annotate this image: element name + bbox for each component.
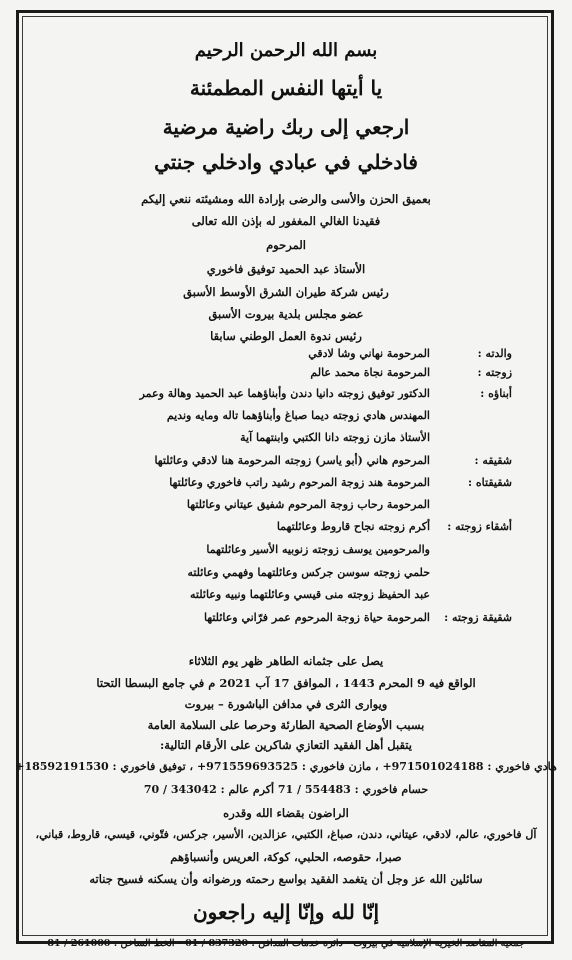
family-value: المهندس هادي زوجته ديما صباغ وأبناؤهما تاله ومايه ونديم (166, 409, 430, 422)
family-value: الأستاذ مازن زوجته دانا الكتبي وابنتهما آية (240, 431, 430, 444)
intro-line-2: فقيدنا الغالي المغفور له بإذن الله تعالى (191, 214, 381, 228)
families-line-3: سائلين الله عز وجل أن يتغمد الفقيد بواسع رحمته ورضوانه وأن يسكنه فسيح جناته (89, 872, 483, 886)
family-row-wife-brothers-3 (70, 566, 512, 579)
family-row-sons-3 (70, 431, 512, 444)
family-value: المرحومة رحاب زوجة المرحوم شفيق عيتاني وعائلتها (186, 498, 430, 511)
verse-line-2: ارجعي إلى ربك راضية مرضية (162, 115, 410, 139)
family-value: الدكتور توفيق زوجته دانيا دندن وأبناؤهما عبد الحميد وهالة وعمر (139, 387, 430, 400)
family-row-wife (70, 366, 512, 379)
family-row-brother (70, 454, 512, 467)
family-label: شقيقه : (474, 454, 512, 467)
deceased-name: الأستاذ عبد الحميد توفيق فاخوري (206, 262, 366, 276)
family-label: زوجته : (477, 366, 512, 379)
footer-contact: جمعية المقاصد الخيرية الإسلامية في بيروت - دائرة خدمات المدافن : 837320 / 01 - الخط الساخن : 261000 / 81 (47, 938, 525, 949)
family-value: والمرحومين يوسف زوجته زنوبيه الأسير وعائلتهما (206, 543, 430, 556)
verse-line-3: فادخلي في عبادي وادخلي جنتي (154, 150, 418, 174)
family-row-sisters-2 (70, 498, 512, 511)
basmala: بسم الله الرحمن الرحيم (194, 40, 378, 61)
family-row-sons (70, 387, 512, 400)
verse-line-1: يا أيتها النفس المطمئنة (189, 76, 383, 100)
family-label: أشقاء زوجته : (447, 520, 512, 533)
deceased-title-1: رئيس شركة طيران الشرق الأوسط الأسبق (183, 285, 389, 299)
family-value: المرحومة هند زوجة المرحوم رشيد راتب فاخوري وعائلتها (169, 476, 430, 489)
family-value: المرحومة نجاة محمد عالم (310, 366, 430, 379)
family-value: عبد الحفيظ زوجته منى قيسي وعائلتهما ونبيه وعائلته (190, 588, 430, 601)
funeral-line-4: بسبب الأوضاع الصحية الطارئة وحرصا على السلامة العامة (147, 718, 425, 732)
deceased-title-2: عضو مجلس بلدية بيروت الأسبق (208, 307, 364, 321)
family-value: أكرم زوجته نجاح قاروط وعائلتهما (276, 520, 430, 533)
intro-line-1: بعميق الحزن والأسى والرضى بإرادة الله ومشيئته ننعي إليكم (141, 192, 431, 206)
family-row-sisters (70, 476, 512, 489)
family-row-wife-sister (70, 611, 512, 624)
family-value: المرحومة حياة زوجة المرحوم عمر فرّاني وعائلتها (203, 611, 430, 624)
funeral-line-5: يتقبل أهل الفقيد التعازي شاكرين على الأرقام التالية: (160, 738, 412, 752)
funeral-line-2: الواقع فيه 9 المحرم 1443 ، الموافق 17 آب 2021 م في جامع البسطا التحتا (96, 676, 476, 690)
family-value: المرحومة نهاني وشا لادقي (308, 347, 430, 360)
condolence-phones-1: هادي فاخوري : 971501024188+ ، مازن فاخوري : 971559693525+ ، توفيق فاخوري : 18592191530+ (15, 760, 557, 773)
families-line-2: صبرا، حقوصه، الحلبي، كوكة، العريس وأنسباؤهم (170, 850, 402, 864)
family-row-mother (70, 347, 512, 360)
family-row-sons-2 (70, 409, 512, 422)
family-label: والدته : (477, 347, 512, 360)
closing-verse: إنّا لله وإنّا إليه راجعون (192, 900, 380, 924)
family-value: المرحوم هاني (أبو ياسر) زوجته المرحومة هنا لادقي وعائلتها (154, 454, 430, 467)
family-label: شقيقة زوجته : (444, 611, 512, 624)
funeral-line-6: الراضون بقضاء الله وقدره (223, 806, 349, 820)
condolence-phones-2: حسام فاخوري : 554483 / 71 أكرم عالم : 343042 / 70 (143, 783, 429, 796)
intro-line-3: المرحوم (266, 238, 306, 252)
family-label: شقيقتاه : (468, 476, 512, 489)
funeral-line-1: يصل على جثمانه الطاهر ظهر يوم الثلاثاء (188, 654, 384, 668)
families-line-1: آل فاخوري، عالم، لادقي، عيتاني، دندن، صباغ، الكتبي، عزالدين، الأسير، جركس، فتّوني، قيسي، قاروط، قباني، (35, 828, 537, 841)
family-row-wife-brothers-2 (70, 543, 512, 556)
family-label: أبناؤه : (480, 387, 512, 400)
deceased-title-3: رئيس ندوة العمل الوطني سابقا (210, 329, 362, 343)
family-row-wife-brothers-4 (70, 588, 512, 601)
funeral-line-3: ويوارى الثرى في مدافن الباشورة – بيروت (184, 697, 388, 711)
family-row-wife-brothers (70, 520, 512, 533)
family-value: حلمي زوجته سوسن جركس وعائلتهما وفهمي وعائلته (187, 566, 430, 579)
